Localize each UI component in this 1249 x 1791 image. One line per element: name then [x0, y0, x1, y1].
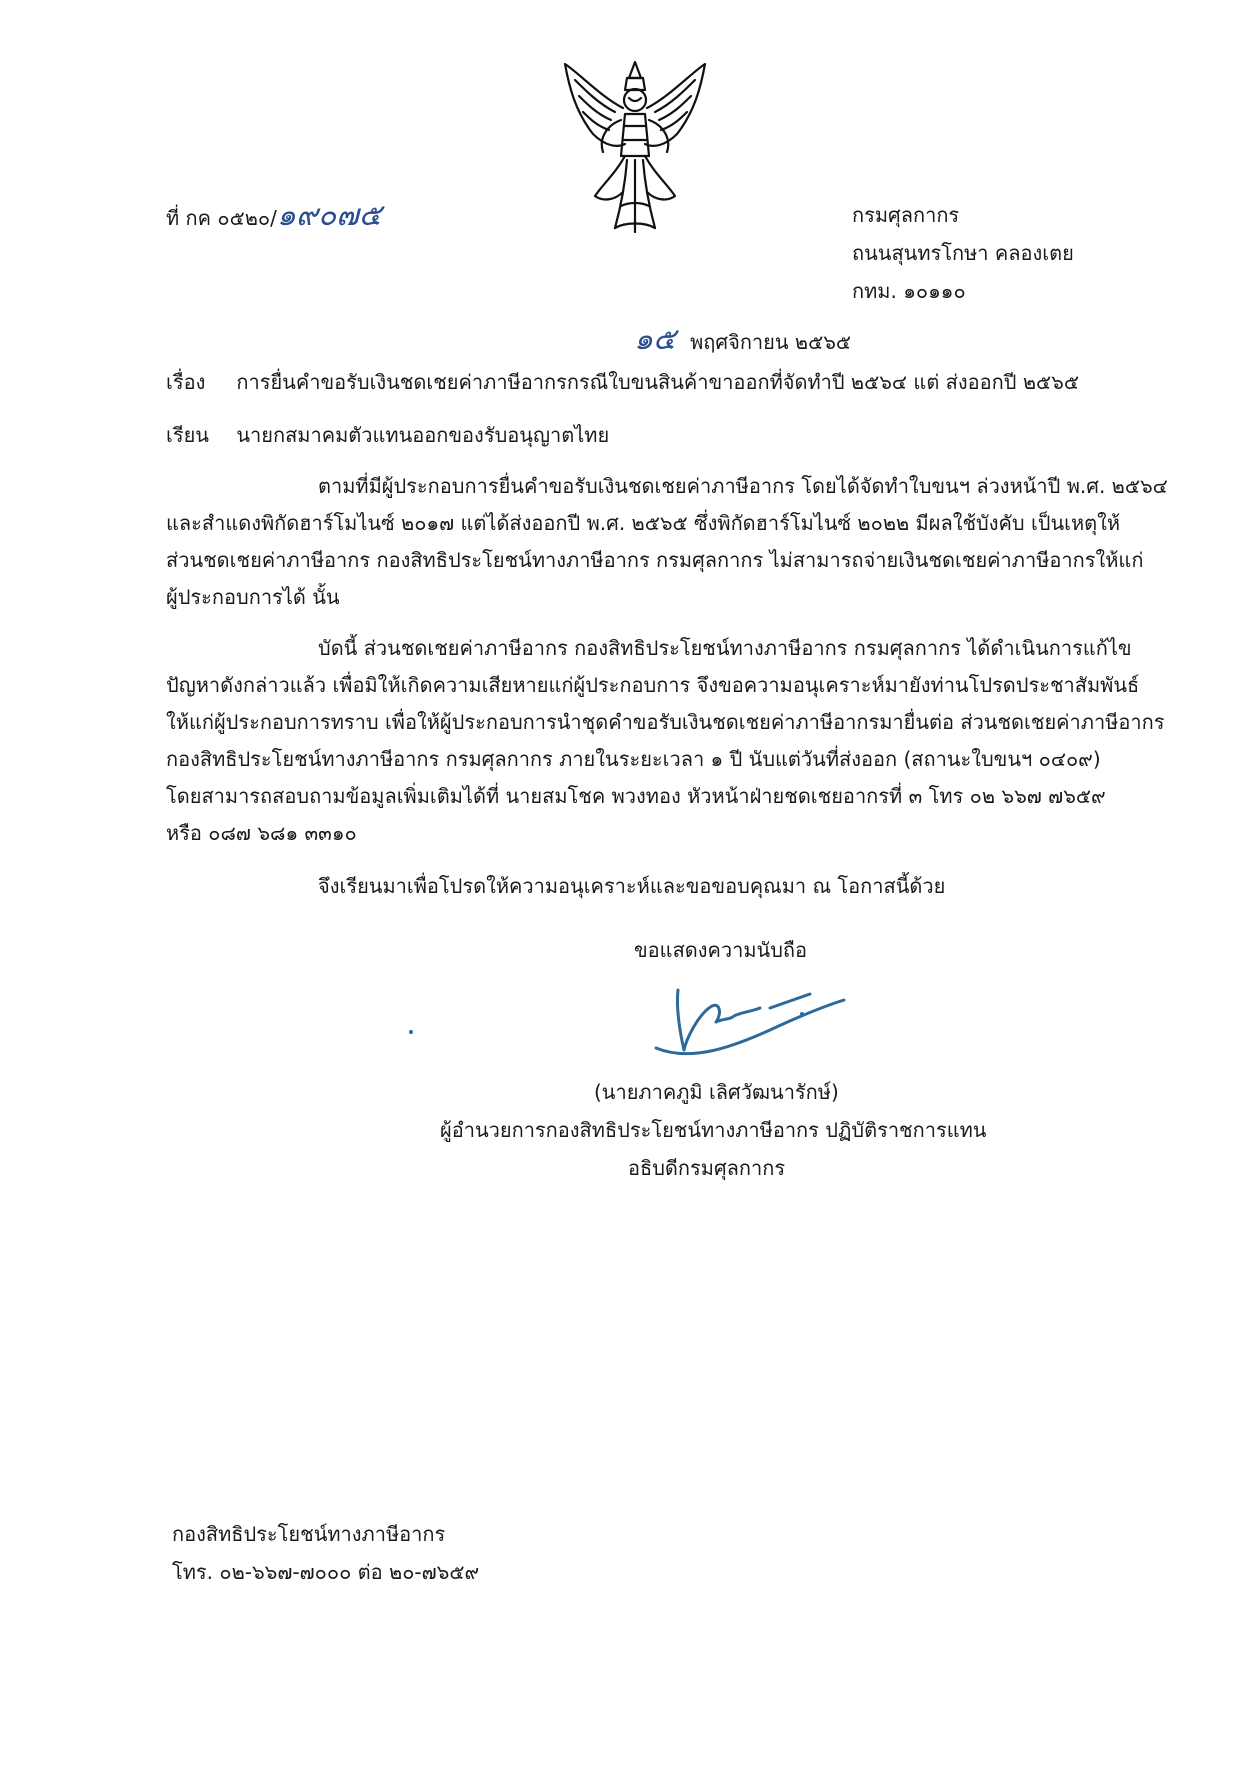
subject-label: เรื่อง [166, 370, 206, 394]
body-paragraph-1 [166, 468, 1168, 616]
signatory-position-line-2: อธิบดีกรมศุลกากร [628, 1156, 786, 1180]
addressee-text: นายกสมาคมตัวแทนออกของรับอนุญาตไทย [236, 423, 610, 447]
document-number-handwritten: ๑๙๐๗๕ [276, 198, 382, 233]
para1-line-2: และสำแดงพิกัดฮาร์โมไนซ์ ๒๐๑๗ แต่ได้ส่งออกปี พ.ศ. ๒๕๖๕ ซึ่งพิกัดฮาร์โมไนซ์ ๒๐๒๒ มีผลใช้บังคับ เป็นเหตุให้ [166, 511, 1121, 535]
para2-line-1: บัดนี้ ส่วนชดเชยค่าภาษีอากร กองสิทธิประโยชน์ทางภาษีอากร กรมศุลกากร ได้ดำเนินการแก้ไข [318, 636, 1132, 660]
document-number-prefix: ที่ กค ๐๕๒๐/ [166, 206, 277, 230]
subject-text: การยื่นคำขอรับเงินชดเชยค่าภาษีอากรกรณีใบขนสินค้าขาออกที่จัดทำปี ๒๕๖๔ แต่ ส่งออกปี ๒๕๖๕ [236, 370, 1079, 394]
date-day-handwritten: ๑๕ [634, 322, 676, 357]
office-line-3: กทม. ๑๐๑๑๐ [852, 279, 966, 303]
para1-line-4: ผู้ประกอบการได้ นั้น [166, 585, 340, 609]
document-number [166, 192, 381, 239]
addressee-line [166, 419, 609, 451]
footer-phone: โทร. ๐๒-๖๖๗-๗๐๐๐ ต่อ ๒๐-๗๖๕๙ [172, 1560, 480, 1584]
para2-line-5: โดยสามารถสอบถามข้อมูลเพิ่มเติมได้ที่ นายสมโชค พวงทอง หัวหน้าฝ่ายชดเชยอากรที่ ๓ โทร ๐๒ ๖๖๗ ๗๖๕๙ [166, 784, 1106, 808]
handwritten-signature-icon [650, 978, 850, 1078]
date-month-year: พฤศจิกายน ๒๕๖๕ [690, 330, 852, 354]
letter-date [634, 316, 851, 363]
para2-line-4: กองสิทธิประโยชน์ทางภาษีอากร กรมศุลกากร ภายในระยะเวลา ๑ ปี นับแต่วันที่ส่งออก (สถานะใบขนฯ ๐๔๐๙) [166, 747, 1101, 771]
para2-line-3: ให้แก่ผู้ประกอบการทราบ เพื่อให้ผู้ประกอบการนำชุดคำขอรับเงินชดเชยค่าภาษีอากรมายื่นต่อ ส่วนชดเชยค่าภาษีอากร [166, 710, 1165, 734]
addressee-label: เรียน [166, 423, 209, 447]
body-paragraph-2 [166, 630, 1165, 852]
footer-department: กองสิทธิประโยชน์ทางภาษีอากร [172, 1522, 446, 1546]
office-line-1: กรมศุลกากร [852, 203, 960, 227]
office-address [852, 196, 1074, 310]
subject-line [166, 366, 1079, 398]
para1-line-3: ส่วนชดเชยค่าภาษีอากร กองสิทธิประโยชน์ทางภาษีอากร กรมศุลกากร ไม่สามารถจ่ายเงินชดเชยค่าภาษีอากรให้แก่ [166, 548, 1144, 572]
valediction: ขอแสดงความนับถือ [634, 938, 808, 962]
signatory-position-line-1: ผู้อำนวยการกองสิทธิประโยชน์ทางภาษีอากร ปฏิบัติราชการแทน [440, 1118, 987, 1142]
office-line-2: ถนนสุนทรโกษา คลองเตย [852, 241, 1074, 265]
para2-line-6: หรือ ๐๘๗ ๖๘๑ ๓๓๑๐ [166, 821, 357, 845]
stray-ink-dot [409, 1030, 413, 1034]
para2-line-2: ปัญหาดังกล่าวแล้ว เพื่อมิให้เกิดความเสียหายแก่ผู้ประกอบการ จึงขอความอนุเคราะห์มายังท่านโปรดประชาสัมพันธ์ [166, 673, 1140, 697]
signatory-name: (นายภาคภูมิ เลิศวัฒนารักษ์) [594, 1080, 839, 1104]
garuda-emblem-icon [555, 56, 715, 236]
closing-sentence: จึงเรียนมาเพื่อโปรดให้ความอนุเคราะห์และขอขอบคุณมา ณ โอกาสนี้ด้วย [318, 874, 946, 898]
para1-line-1: ตามที่มีผู้ประกอบการยื่นคำขอรับเงินชดเชยค่าภาษีอากร โดยได้จัดทำใบขนฯ ล่วงหน้าปี พ.ศ. ๒๕๖๔ [318, 474, 1168, 498]
